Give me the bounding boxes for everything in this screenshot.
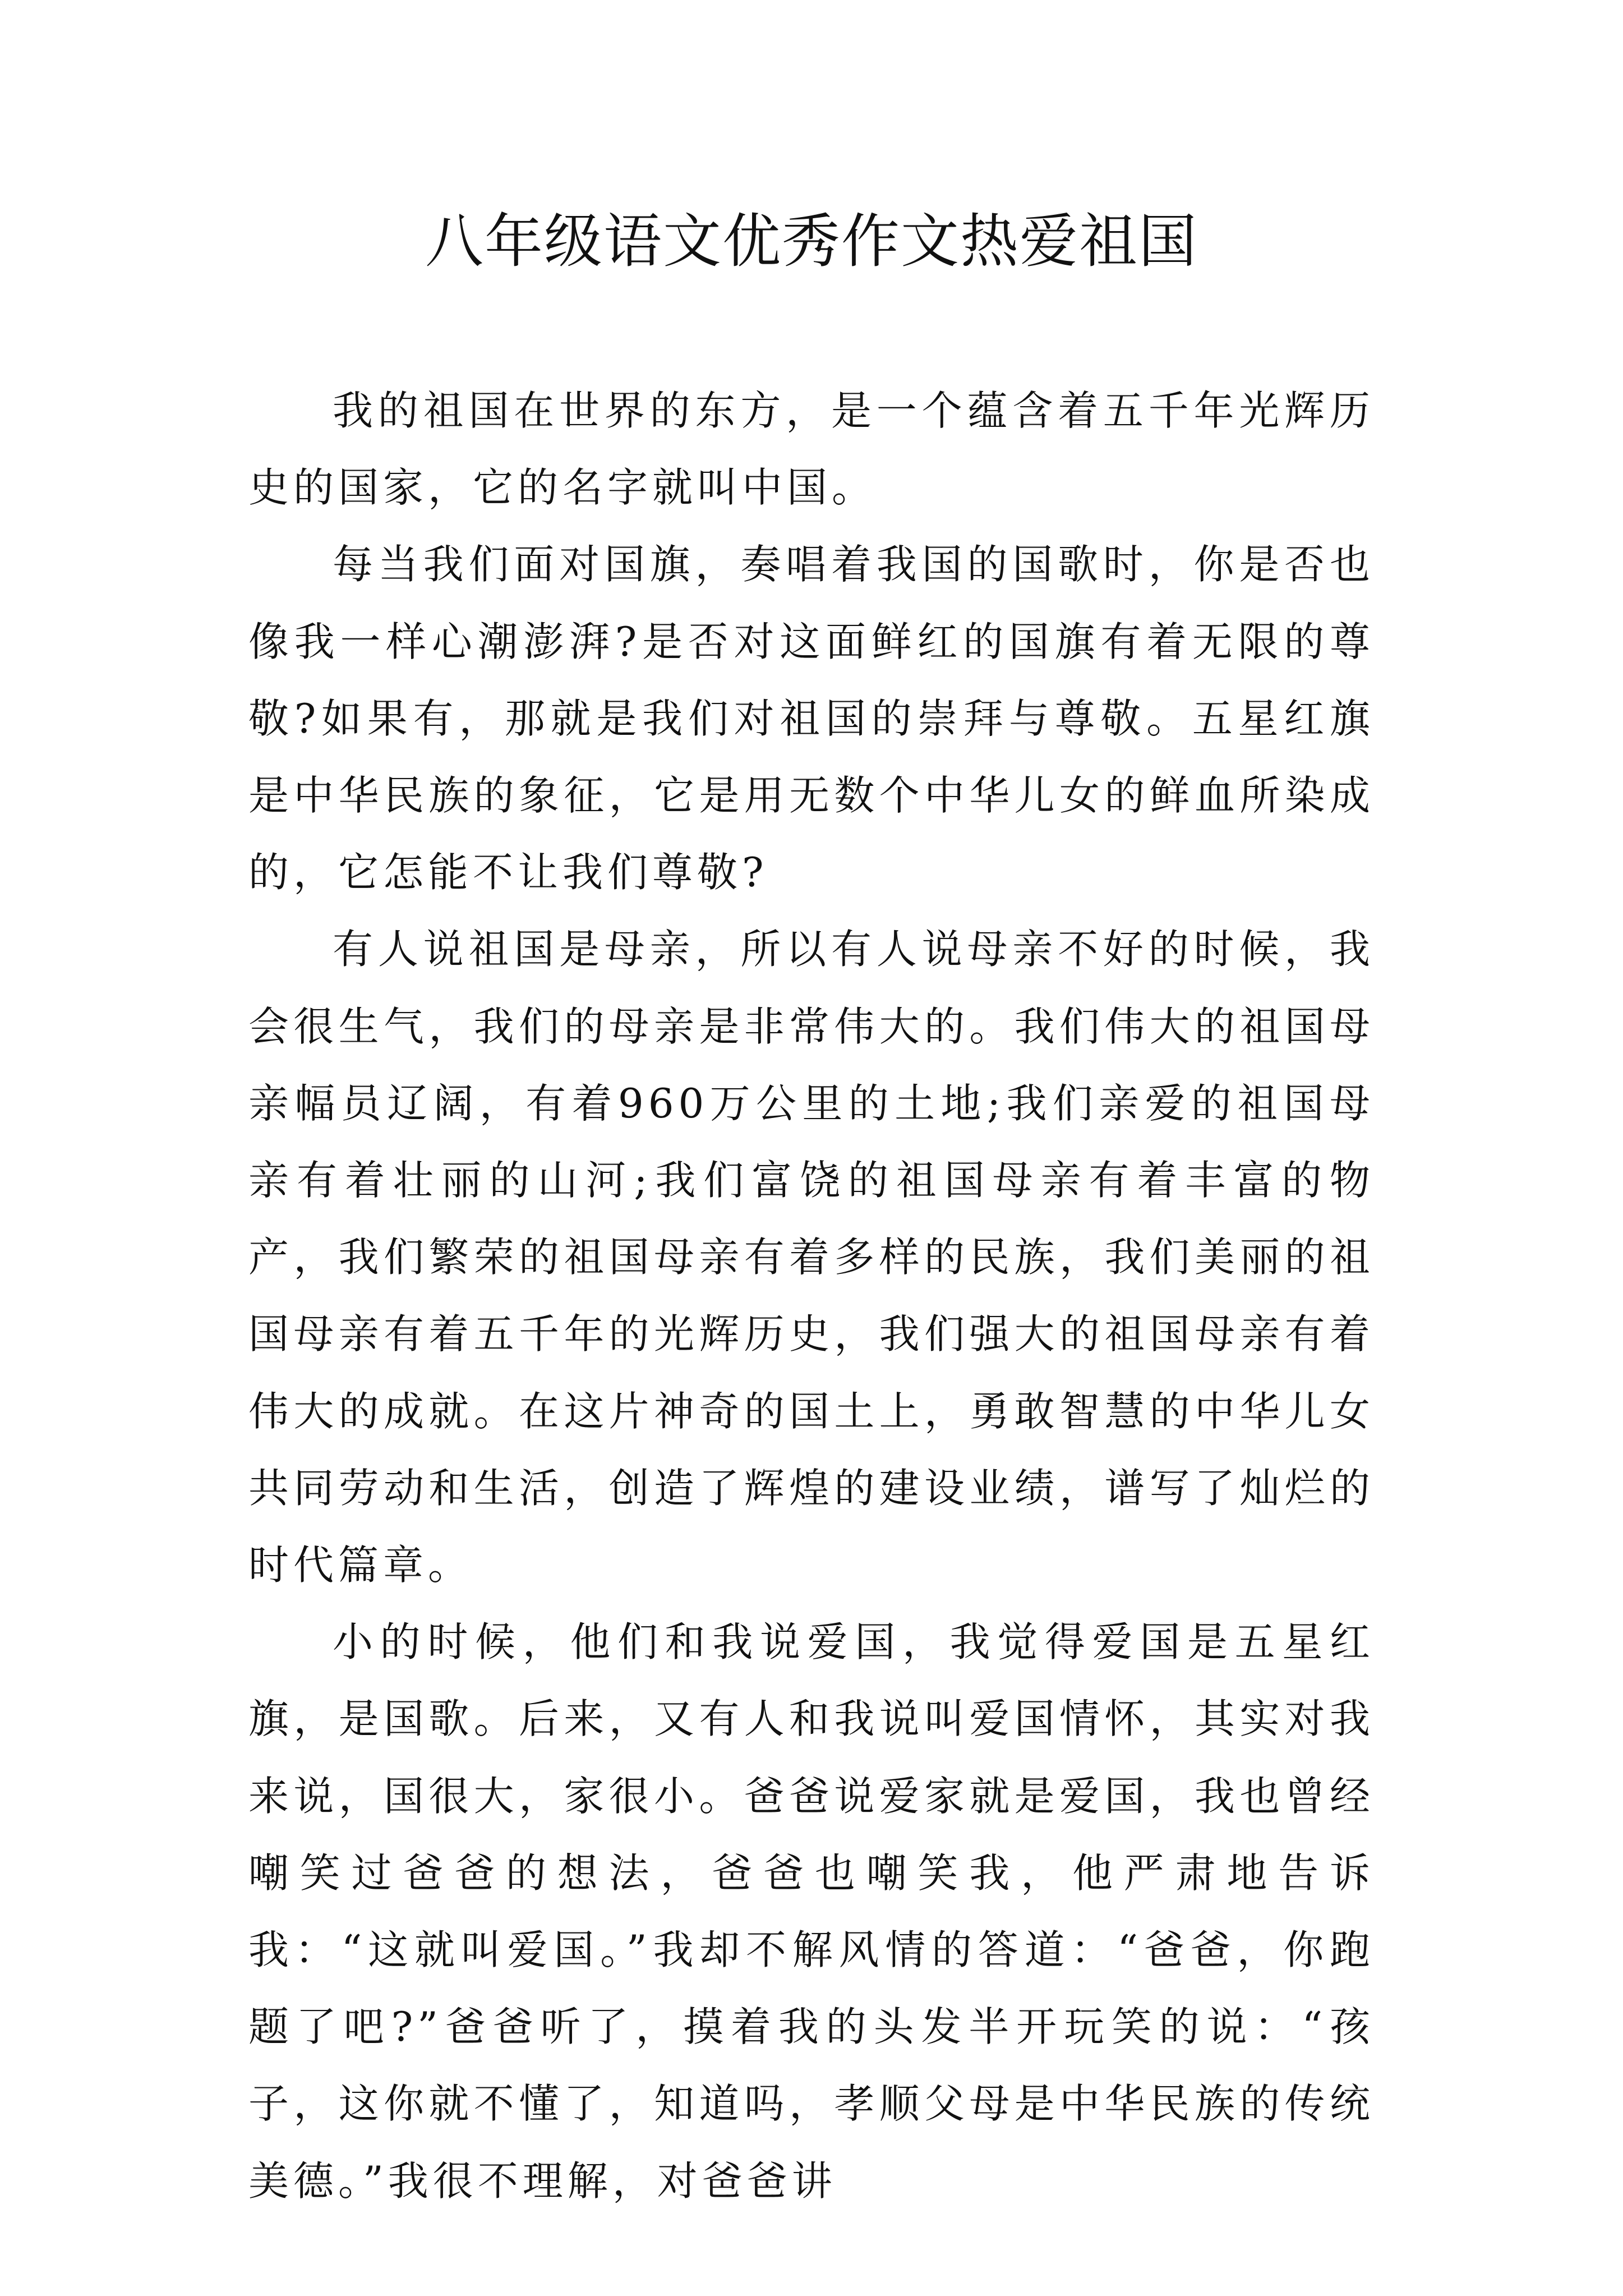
- document-title: 八年级语文优秀作文热爱祖国: [425, 207, 1198, 275]
- paragraph-1: 我的祖国在世界的东方，是一个蕴含着五千年光辉历史的国家，它的名字就叫中国。: [248, 387, 1375, 512]
- paragraph-3: 有人说祖国是母亲，所以有人说母亲不好的时候，我会很生气，我们的母亲是非常伟大的。我们伟大的祖国母亲幅员辽阔，有着960万公里的土地;我们亲爱的祖国母亲有着壮丽的山河;我们富饶的祖国母亲有着丰富的物产，我们繁荣的祖国母亲有着多样的民族，我们美丽的祖国母亲有着五千年的光辉历史，我们强大的祖国母亲有着伟大的成就。在这片神奇的国土上，勇敢智慧的中华儿女共同劳动和生活，创造了辉煌的建设业绩，谱写了灿烂的时代篇章。: [248, 926, 1375, 1589]
- paragraph-4: 小的时候，他们和我说爱国，我觉得爱国是五星红旗，是国歌。后来，又有人和我说叫爱国情怀，其实对我来说，国很大，家很小。爸爸说爱家就是爱国，我也曾经嘲笑过爸爸的想法，爸爸也嘲笑我，他严肃地告诉我：“这就叫爱国。”我却不解风情的答道：“爸爸，你跑题了吧?”爸爸听了，摸着我的头发半开玩笑的说：“孩子，这你就不懂了，知道吗，孝顺父母是中华民族的传统美德。”我很不理解，对爸爸讲: [248, 1618, 1375, 2205]
- document-body: [248, 372, 1375, 2220]
- paragraph-2: 每当我们面对国旗，奏唱着我国的国歌时，你是否也像我一样心潮澎湃?是否对这面鲜红的国旗有着无限的尊敬?如果有，那就是我们对祖国的崇拜与尊敬。五星红旗是中华民族的象征，它是用无数个中华儿女的鲜血所染成的，它怎能不让我们尊敬?: [248, 541, 1375, 896]
